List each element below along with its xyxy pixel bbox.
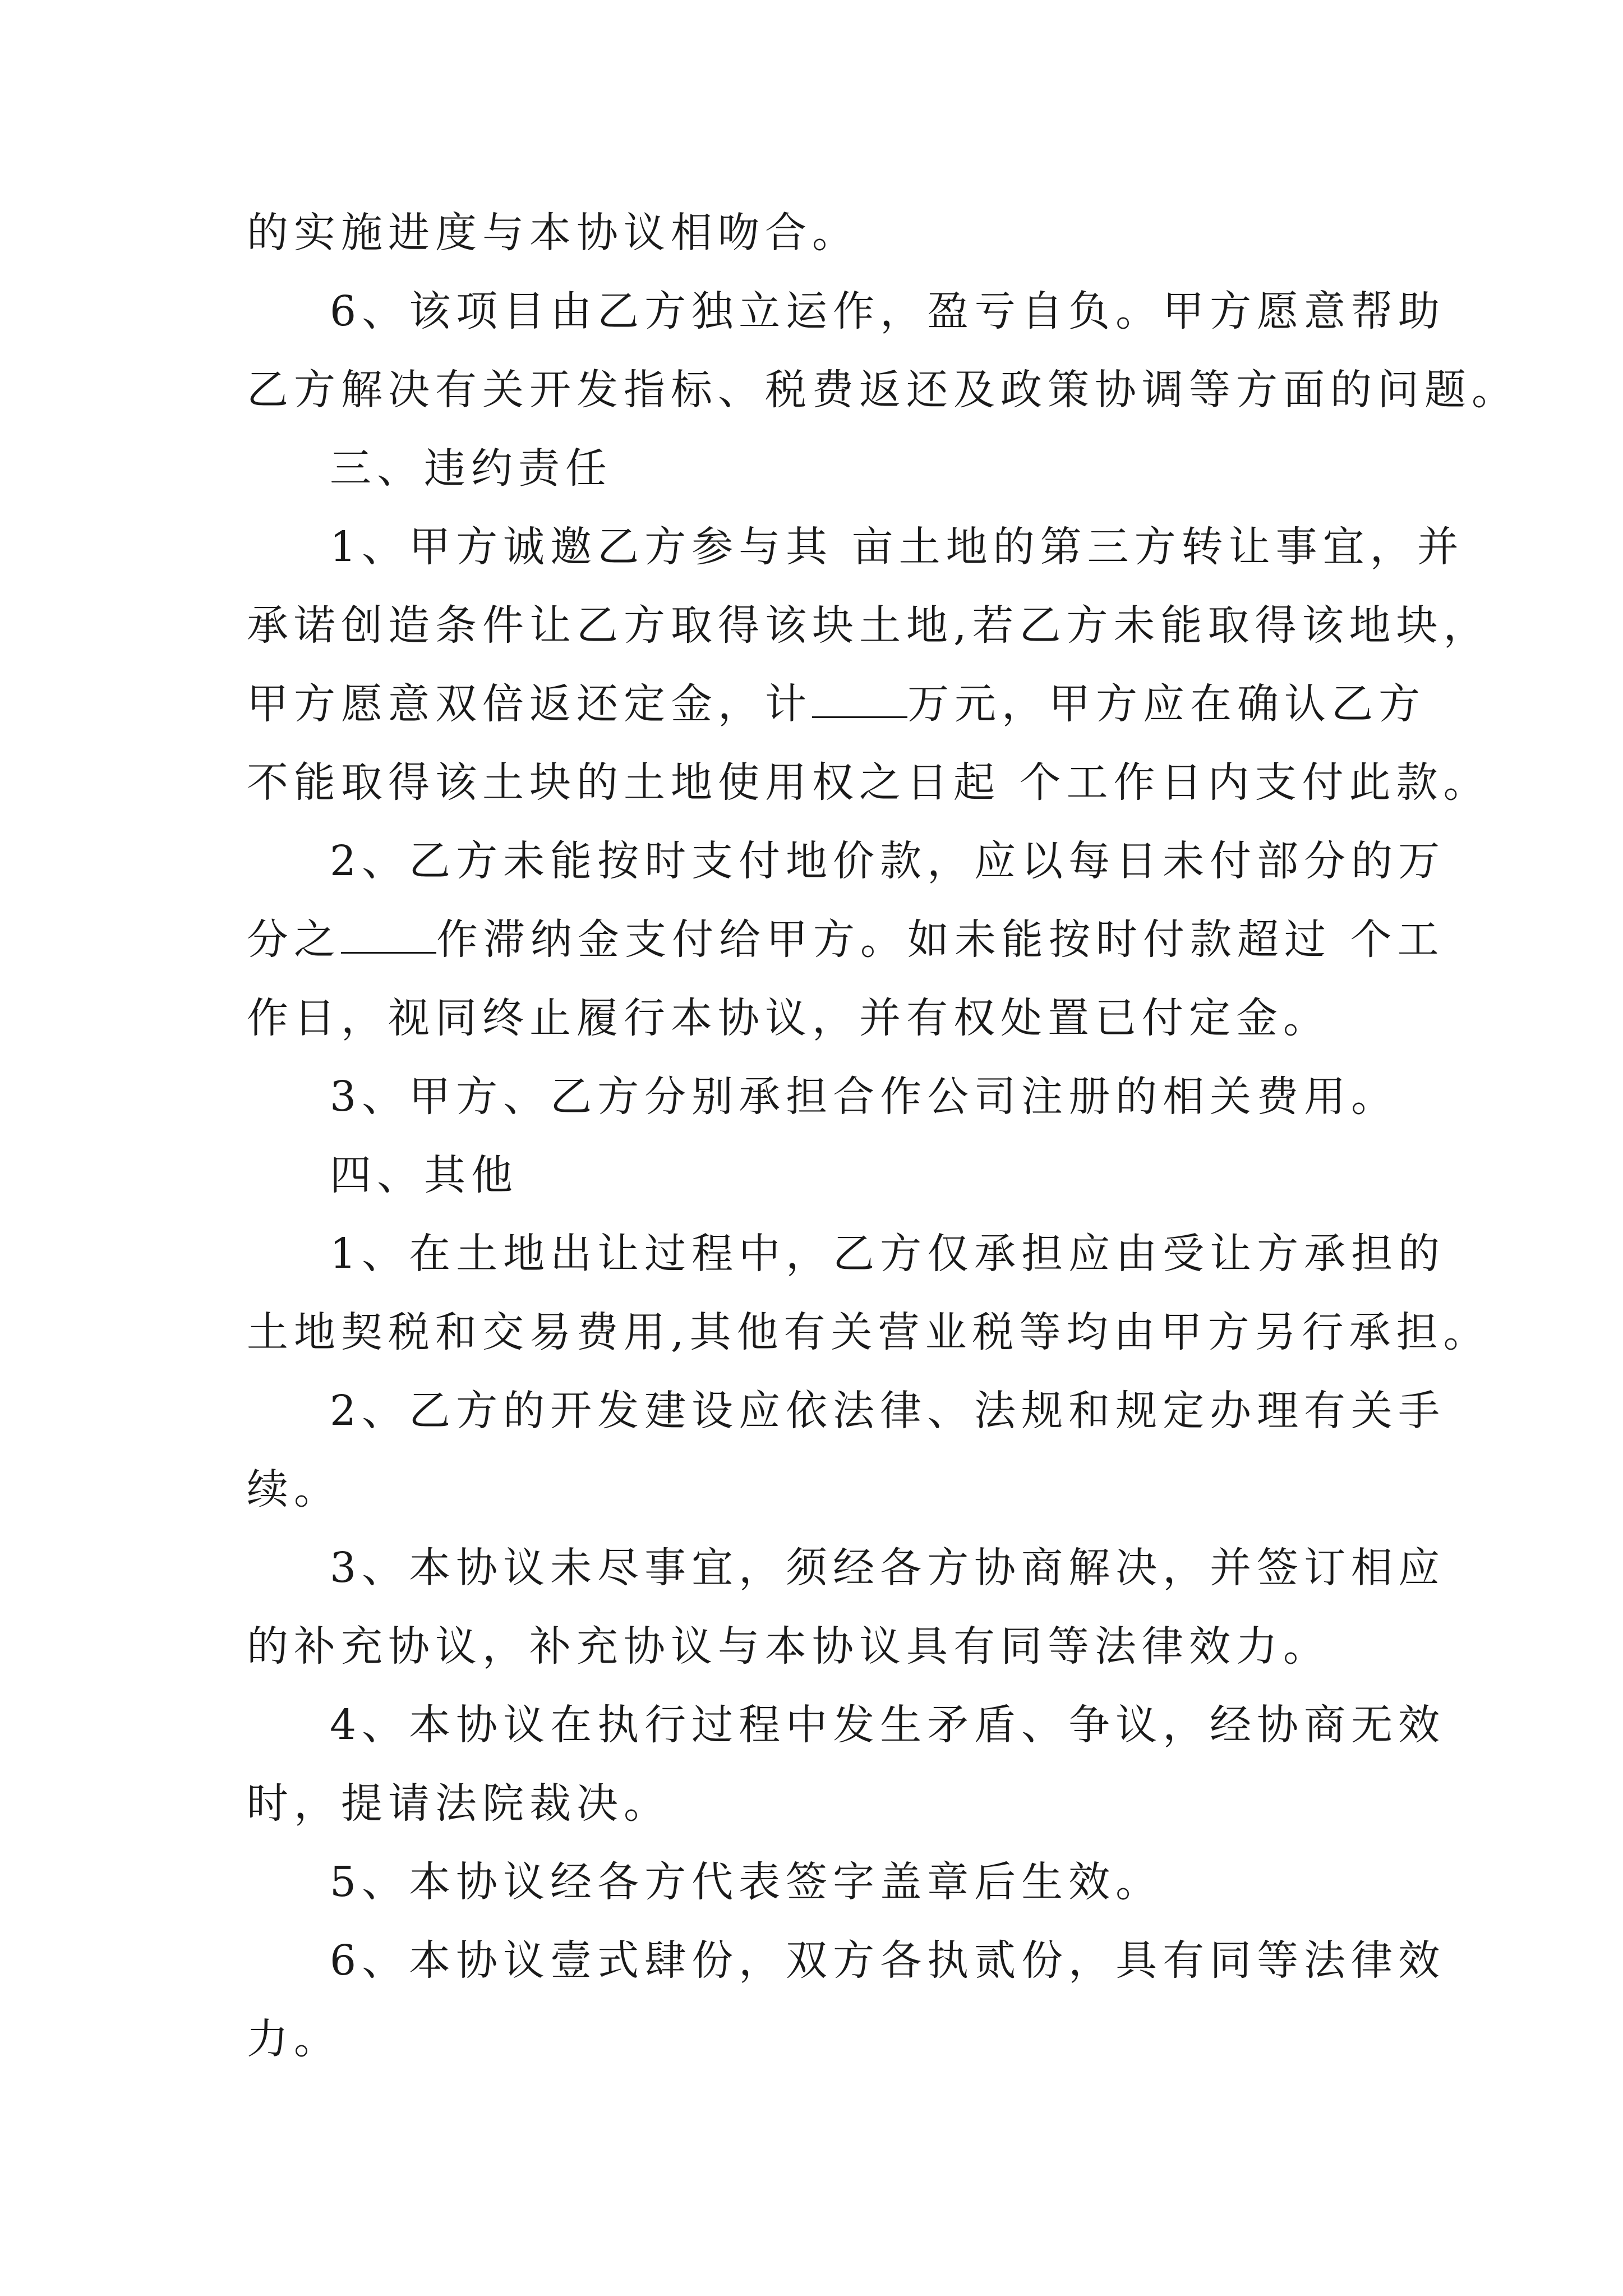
fill-in-blank bbox=[812, 683, 907, 718]
text-line: 1、在土地出让过程中，乙方仅承担应由受让方承担的 bbox=[330, 1230, 1446, 1278]
text-segment: 万元，甲方应在确认乙方 bbox=[907, 680, 1426, 728]
text-segment: 甲方愿意双倍返还定金，计 bbox=[247, 680, 812, 728]
text-segment: 作滞纳金支付给甲方。如未能按时付款超过 个工 bbox=[436, 915, 1445, 964]
text-line: 续。 bbox=[247, 1465, 341, 1513]
text-line: 不能取得该土块的土地使用权之日起 个工作日内支付此款。 bbox=[247, 758, 1491, 807]
text-line bbox=[247, 670, 1424, 738]
text-line: 土地契税和交易费用,其他有关营业税等均由甲方另行承担。 bbox=[247, 1308, 1491, 1356]
text-line: 乙方解决有关开发指标、税费返还及政策协调等方面的问题。 bbox=[247, 366, 1519, 414]
text-line: 2、乙方未能按时支付地价款，应以每日未付部分的万 bbox=[330, 837, 1446, 885]
text-line: 时，提请法院裁决。 bbox=[247, 1779, 671, 1828]
fill-in-blank bbox=[341, 918, 436, 954]
text-line: 的补充协议，补充协议与本协议具有同等法律效力。 bbox=[247, 1622, 1330, 1671]
text-line: 6、本协议壹式肆份，双方各执贰份，具有同等法律效 bbox=[330, 1936, 1446, 1985]
text-line: 6、该项目由乙方独立运作，盈亏自负。甲方愿意帮助 bbox=[330, 287, 1446, 335]
text-line: 3、本协议未尽事宜，须经各方协商解决，并签订相应 bbox=[330, 1544, 1446, 1592]
text-line: 承诺创造条件让乙方取得该块土地,若乙方未能取得该地块， bbox=[247, 601, 1491, 650]
text-line: 1、甲方诚邀乙方参与其 亩土地的第三方转让事宜，并 bbox=[330, 523, 1464, 571]
text-line: 5、本协议经各方代表签字盖章后生效。 bbox=[330, 1858, 1163, 1906]
text-line: 3、甲方、乙方分别承担合作公司注册的相关费用。 bbox=[330, 1073, 1399, 1121]
text-line: 2、乙方的开发建设应依法律、法规和规定办理有关手 bbox=[330, 1387, 1446, 1435]
text-line: 力。 bbox=[247, 2015, 341, 2063]
text-line bbox=[247, 906, 1445, 973]
text-line: 作日，视同终止履行本协议，并有权处置已付定金。 bbox=[247, 994, 1330, 1042]
section-heading: 三、违约责任 bbox=[330, 444, 612, 493]
text-line: 4、本协议在执行过程中发生矛盾、争议，经协商无效 bbox=[330, 1701, 1446, 1749]
text-line: 的实施进度与本协议相吻合。 bbox=[247, 209, 859, 257]
text-segment: 分之 bbox=[247, 915, 341, 964]
section-heading: 四、其他 bbox=[330, 1151, 518, 1199]
